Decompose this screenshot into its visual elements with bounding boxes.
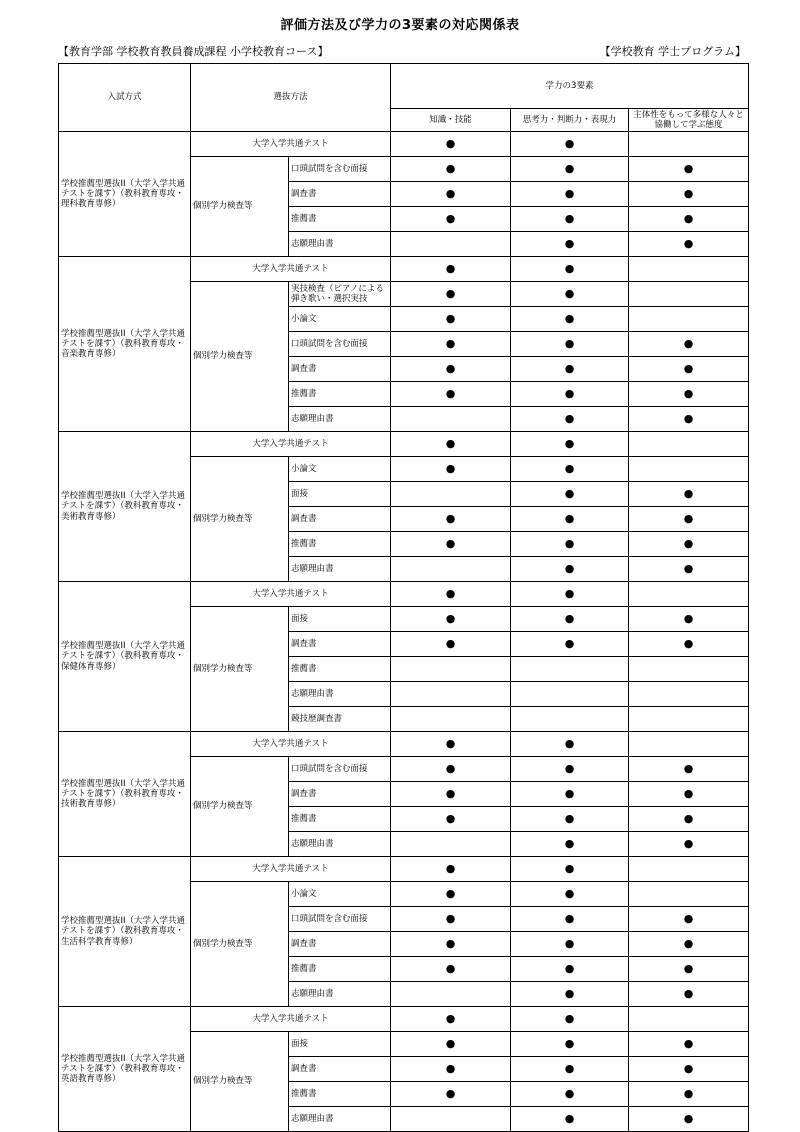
mark-cell-attr2: ● [511,157,629,182]
mark-cell-attr2: ● [511,332,629,357]
mark-cell-attr3 [629,657,749,682]
method-item-cell: 志願理由書 [289,557,391,582]
method-item-cell: 面接 [289,1032,391,1057]
method-item-cell: 小論文 [289,307,391,332]
common-test-cell: 大学入学共通テスト [191,432,391,457]
header-gakuryoku: 学力の3要素 [391,64,749,109]
mark-cell-attr3: ● [629,357,749,382]
header-method: 選抜方法 [191,64,391,132]
mark-cell-attr2: ● [511,1032,629,1057]
mark-cell-attr3: ● [629,1107,749,1132]
mark-cell-attr1: ● [391,957,511,982]
group-label-cell: 個別学力検査等 [191,882,289,1007]
table-row [59,1007,749,1032]
mark-cell-attr3: ● [629,182,749,207]
method-item-cell: 推薦書 [289,532,391,557]
method-item-cell: 志願理由書 [289,232,391,257]
mark-cell-attr2: ● [511,482,629,507]
mark-cell-attr2: ● [511,532,629,557]
mark-cell-attr3: ● [629,157,749,182]
method-item-cell: 口頭試問を含む面接 [289,907,391,932]
common-test-cell: 大学入学共通テスト [191,132,391,157]
mark-cell-attr3 [629,307,749,332]
header-attr2: 思考力・判断力・表現力 [511,109,629,132]
mark-cell-attr2: ● [511,582,629,607]
exam-course-cell: 学校推薦型選抜II（大学入学共通テストを課す）（教科教育専攻・音楽教育専修） [59,257,191,432]
mark-cell-attr3: ● [629,407,749,432]
mark-cell-attr2: ● [511,507,629,532]
group-label-cell: 個別学力検査等 [191,1032,289,1132]
mark-cell-attr1 [391,682,511,707]
mark-cell-attr2: ● [511,857,629,882]
header-attr3: 主体性をもって多様な人々と協働して学ぶ態度 [629,109,749,132]
common-test-cell: 大学入学共通テスト [191,582,391,607]
exam-course-cell: 学校推薦型選抜II（大学入学共通テストを課す）（教科教育専攻・技術教育専修） [59,732,191,857]
exam-course-cell: 学校推薦型選抜II（大学入学共通テストを課す）（教科教育専攻・生活科学教育専修） [59,857,191,1007]
method-item-cell: 口頭試問を含む面接 [289,757,391,782]
exam-course-cell: 学校推薦型選抜II（大学入学共通テストを課す）（教科教育専攻・保健体育専修） [59,582,191,732]
method-item-cell: 面接 [289,607,391,632]
method-item-cell: 志願理由書 [289,682,391,707]
mark-cell-attr2: ● [511,882,629,907]
mark-cell-attr1: ● [391,1007,511,1032]
mark-cell-attr3: ● [629,782,749,807]
method-item-cell: 調査書 [289,632,391,657]
mark-cell-attr1: ● [391,207,511,232]
mark-cell-attr1 [391,482,511,507]
mark-cell-attr3 [629,282,749,307]
method-item-cell: 競技歴調査書 [289,707,391,732]
mark-cell-attr1: ● [391,457,511,482]
mark-cell-attr1 [391,557,511,582]
mark-cell-attr3: ● [629,382,749,407]
mark-cell-attr1: ● [391,532,511,557]
group-label-cell: 個別学力検査等 [191,457,289,582]
mark-cell-attr1 [391,982,511,1007]
mark-cell-attr1: ● [391,882,511,907]
table-row [59,732,749,757]
mark-cell-attr3: ● [629,832,749,857]
mark-cell-attr1: ● [391,632,511,657]
mark-cell-attr1: ● [391,807,511,832]
mark-cell-attr3 [629,707,749,732]
group-label-cell: 個別学力検査等 [191,757,289,857]
mark-cell-attr3: ● [629,532,749,557]
mark-cell-attr3: ● [629,207,749,232]
page-title: 評価方法及び学力の3要素の対応関係表 [280,18,520,33]
method-item-cell: 推薦書 [289,1082,391,1107]
mark-cell-attr1: ● [391,307,511,332]
method-item-cell: 志願理由書 [289,1107,391,1132]
mark-cell-attr1: ● [391,732,511,757]
mark-cell-attr1: ● [391,182,511,207]
mark-cell-attr3 [629,432,749,457]
mark-cell-attr2 [511,682,629,707]
mark-cell-attr3: ● [629,607,749,632]
evaluation-table [58,63,749,1132]
mark-cell-attr1: ● [391,1057,511,1082]
mark-cell-attr1 [391,657,511,682]
mark-cell-attr1: ● [391,132,511,157]
method-item-cell: 面接 [289,482,391,507]
mark-cell-attr3: ● [629,632,749,657]
mark-cell-attr3: ● [629,232,749,257]
mark-cell-attr3: ● [629,757,749,782]
mark-cell-attr1 [391,232,511,257]
mark-cell-attr3: ● [629,907,749,932]
mark-cell-attr1 [391,1107,511,1132]
table-row [59,432,749,457]
mark-cell-attr3: ● [629,1057,749,1082]
mark-cell-attr2: ● [511,757,629,782]
mark-cell-attr2: ● [511,282,629,307]
mark-cell-attr3: ● [629,332,749,357]
exam-course-cell: 学校推薦型選抜II（大学入学共通テストを課す）（教科教育専攻・理科教育専修） [59,132,191,257]
exam-course-cell: 学校推薦型選抜II（大学入学共通テストを課す）（教科教育専攻・英語教育専修） [59,1007,191,1132]
method-item-cell: 志願理由書 [289,982,391,1007]
mark-cell-attr2: ● [511,932,629,957]
mark-cell-attr1: ● [391,607,511,632]
table-row [59,857,749,882]
mark-cell-attr2: ● [511,257,629,282]
mark-cell-attr2: ● [511,1082,629,1107]
table-row [59,257,749,282]
mark-cell-attr2: ● [511,182,629,207]
mark-cell-attr1: ● [391,382,511,407]
group-label-cell: 個別学力検査等 [191,157,289,257]
mark-cell-attr2: ● [511,382,629,407]
mark-cell-attr1: ● [391,432,511,457]
mark-cell-attr2: ● [511,1007,629,1032]
mark-cell-attr2: ● [511,207,629,232]
common-test-cell: 大学入学共通テスト [191,732,391,757]
mark-cell-attr3: ● [629,482,749,507]
mark-cell-attr2: ● [511,632,629,657]
mark-cell-attr3: ● [629,1032,749,1057]
mark-cell-attr2: ● [511,907,629,932]
mark-cell-attr3: ● [629,957,749,982]
mark-cell-attr2: ● [511,982,629,1007]
mark-cell-attr2: ● [511,1107,629,1132]
mark-cell-attr1: ● [391,357,511,382]
mark-cell-attr2: ● [511,832,629,857]
mark-cell-attr2: ● [511,457,629,482]
mark-cell-attr2: ● [511,432,629,457]
mark-cell-attr1 [391,407,511,432]
mark-cell-attr2 [511,657,629,682]
degree-program-label: 【学校教育 学士プログラム】 [599,45,746,58]
method-item-cell: 推薦書 [289,957,391,982]
mark-cell-attr2: ● [511,557,629,582]
mark-cell-attr1: ● [391,1082,511,1107]
method-item-cell: 志願理由書 [289,407,391,432]
mark-cell-attr1: ● [391,157,511,182]
exam-course-cell: 学校推薦型選抜II（大学入学共通テストを課す）（教科教育専攻・美術教育専修） [59,432,191,582]
header-row-1 [59,64,749,109]
method-item-cell: 調査書 [289,1057,391,1082]
method-item-cell: 調査書 [289,932,391,957]
method-item-cell: 志願理由書 [289,832,391,857]
mark-cell-attr2: ● [511,407,629,432]
mark-cell-attr1: ● [391,757,511,782]
mark-cell-attr1: ● [391,332,511,357]
header-attr1: 知識・技能 [391,109,511,132]
method-item-cell: 推薦書 [289,207,391,232]
method-item-cell: 調査書 [289,782,391,807]
method-item-cell: 推薦書 [289,382,391,407]
mark-cell-attr1: ● [391,257,511,282]
mark-cell-attr3: ● [629,1082,749,1107]
group-label-cell: 個別学力検査等 [191,282,289,432]
mark-cell-attr1: ● [391,282,511,307]
mark-cell-attr3: ● [629,507,749,532]
method-item-cell: 調査書 [289,182,391,207]
mark-cell-attr2: ● [511,357,629,382]
mark-cell-attr1: ● [391,582,511,607]
mark-cell-attr1: ● [391,857,511,882]
method-item-cell: 口頭試問を含む面接 [289,157,391,182]
table-body [59,132,749,1132]
mark-cell-attr3 [629,732,749,757]
mark-cell-attr3 [629,857,749,882]
method-item-cell: 推薦書 [289,807,391,832]
mark-cell-attr1: ● [391,782,511,807]
method-item-cell: 調査書 [289,357,391,382]
mark-cell-attr1: ● [391,1032,511,1057]
mark-cell-attr2: ● [511,1057,629,1082]
group-label-cell: 個別学力検査等 [191,607,289,732]
mark-cell-attr2: ● [511,307,629,332]
mark-cell-attr2: ● [511,957,629,982]
mark-cell-attr1: ● [391,907,511,932]
common-test-cell: 大学入学共通テスト [191,857,391,882]
mark-cell-attr3 [629,132,749,157]
table-row [59,132,749,157]
mark-cell-attr3 [629,882,749,907]
mark-cell-attr3: ● [629,557,749,582]
method-item-cell: 小論文 [289,457,391,482]
mark-cell-attr2: ● [511,232,629,257]
table-row [59,582,749,607]
mark-cell-attr2: ● [511,607,629,632]
method-item-cell: 口頭試問を含む面接 [289,332,391,357]
mark-cell-attr3: ● [629,932,749,957]
method-item-cell: 実技検査（ピアノによる弾き歌い・選択実技 [289,282,391,307]
mark-cell-attr2: ● [511,732,629,757]
mark-cell-attr2: ● [511,132,629,157]
program-label: 【教育学部 学校教育教員養成課程 小学校教育コース】 [58,45,329,58]
mark-cell-attr1 [391,707,511,732]
mark-cell-attr1: ● [391,932,511,957]
mark-cell-attr3: ● [629,982,749,1007]
mark-cell-attr1 [391,832,511,857]
mark-cell-attr3 [629,257,749,282]
mark-cell-attr3 [629,457,749,482]
method-item-cell: 小論文 [289,882,391,907]
mark-cell-attr3: ● [629,807,749,832]
method-item-cell: 推薦書 [289,657,391,682]
header-exam: 入試方式 [59,64,191,132]
mark-cell-attr2 [511,707,629,732]
mark-cell-attr2: ● [511,807,629,832]
mark-cell-attr3 [629,582,749,607]
common-test-cell: 大学入学共通テスト [191,1007,391,1032]
mark-cell-attr2: ● [511,782,629,807]
mark-cell-attr1: ● [391,507,511,532]
mark-cell-attr3 [629,1007,749,1032]
method-item-cell: 調査書 [289,507,391,532]
common-test-cell: 大学入学共通テスト [191,257,391,282]
mark-cell-attr3 [629,682,749,707]
